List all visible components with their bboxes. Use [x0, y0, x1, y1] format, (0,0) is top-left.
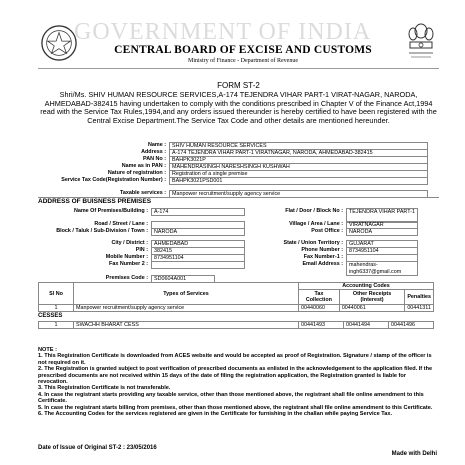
city-label: City / District : [111, 240, 148, 246]
form-title: FORM ST-2 [217, 81, 260, 90]
premises-code-label: Premises Code : [105, 275, 148, 281]
detail-label: Nature of registration : [107, 170, 166, 176]
detail-value: MAHENDRASINGH NARESHSINGH KUSHWAH [169, 163, 428, 171]
mobile-label: Mobile Number : [105, 254, 148, 260]
row-other: 00440061 [339, 305, 405, 312]
services-table [38, 282, 434, 312]
detail-value: BAHPK3021PSD001 [169, 177, 428, 185]
notes-heading: NOTE : [38, 347, 57, 353]
detail-value: BAHPK3021P [169, 156, 428, 164]
detail-label: Address : [141, 149, 166, 155]
note-item: 5. In case the registrant starts billing from premises, other than those mentioned above, the registrant shall file online amendment to this Certificate. [38, 404, 433, 411]
detail-row [38, 149, 439, 156]
header [38, 18, 439, 69]
detail-value: A-174 TEJENDRA VIHAR PART-1 VIRATNAGAR, NARODA, AHMEDABAD-382415 [169, 149, 428, 157]
note-item: 2. The Registration is granted subject to post verification of prescribed documents as enlisted in the acknowledgement to the application filed. If the prescribed documents are not received within 15 days of the date of filing the registration application, the Registration granted is liable for revocation. [38, 366, 433, 386]
village-value: VIRATNAGAR [346, 221, 418, 229]
table-row [39, 305, 434, 312]
cess-name: SWACHH BHARAT CESS [74, 322, 299, 329]
cess-tax: 00441493 [299, 322, 344, 329]
notes [38, 347, 434, 417]
post-office-value: NARODA [346, 228, 418, 236]
phone-label: Phone Number : [301, 247, 343, 253]
page-footer-text: Made with Delhi [391, 451, 437, 457]
col-other-header: Other Receipts (Interest) [339, 290, 405, 305]
note-item: 3. This Registration Certificate is not transferable. [38, 385, 171, 392]
cesses-heading: CESSES [38, 313, 63, 319]
row-penalty: 00441311 [405, 305, 434, 312]
block-value: NARODA [151, 228, 245, 236]
state-label: State / Union Territory : [283, 240, 343, 246]
premises-heading: ADDRESS OF BUISNESS PREMISES [38, 198, 152, 205]
detail-value: Registration of a single premise [169, 170, 428, 178]
flat-value: TEJENDRA VIHAR PART-1 [346, 208, 418, 223]
intro-paragraph: Shri/Ms. SHIV HUMAN RESOURCE SERVICES,A-174 TEJENDRA VIHAR PART-1 VIRAT-NAGAR, NARODA, AHMEDABAD-382415 having undertaken to comply with the conditions prescribed in Chapter V of the Finance Act,1994 read with the Service Tax Rules,1994,and any orders issued thereunder is hereby certified to have been registered with the Central Excise Department.The Service Tax Code and other details are mentioned hereunder. [40, 90, 437, 125]
detail-row [38, 156, 439, 163]
premises-name-value: A-174 [151, 208, 245, 216]
header-watermark: GOVERNMENT OF INDIA [74, 19, 372, 45]
col-sl-header: Sl No [39, 283, 74, 305]
org-name: CENTRAL BOARD OF EXCISE AND CUSTOMS [114, 44, 372, 56]
phone-value: 8734951104 [346, 247, 418, 255]
cess-sl: 1 [39, 322, 74, 329]
detail-value: Manpower recruitment/supply agency service [169, 190, 428, 198]
col-penalties-header: Penalties [405, 290, 434, 305]
fax2-value [151, 261, 245, 269]
note-item: 6. The Accounting Codes for the services registered are given in the Certificate for furnishing in the challan while paying Service Tax. [38, 411, 393, 418]
block-label: Block / Taluk / Sub-Division / Town : [56, 228, 148, 234]
premises-name-label: Name Of Premises/Building : [74, 208, 148, 214]
col-accounting-header: Accounting Codes [299, 283, 434, 290]
cess-other: 00441494 [344, 322, 389, 329]
detail-value: SHIV HUMAN RESOURCE SERVICES [169, 142, 428, 150]
detail-label: Name as in PAN : [121, 163, 166, 169]
detail-row [38, 190, 439, 197]
note-item: 1. This Registration Certificate is downloaded from ACES website and would be accepted as proof of Registration. Signature / stamp of the officer is not required on it. [38, 353, 432, 366]
table-row [39, 322, 434, 329]
mobile-value: 8734951104 [151, 254, 245, 262]
detail-row [38, 170, 439, 177]
pin-label: PIN : [135, 247, 148, 253]
detail-row [38, 142, 439, 149]
certificate-page [38, 18, 439, 458]
national-emblem-icon [405, 20, 437, 64]
row-tax: 00440060 [299, 305, 340, 312]
fax1-label: Fax Number-1 : [303, 254, 343, 260]
cesses-table [38, 321, 434, 329]
city-value: AHMEDABAD [151, 240, 245, 248]
road-label: Road / Street / Lane : [94, 221, 148, 227]
premises-code-value: SD0604A001 [151, 275, 215, 283]
col-types-header: Types of Services [74, 283, 299, 305]
row-sl: 1 [39, 305, 74, 312]
pin-value: 382415 [151, 247, 245, 255]
detail-row [38, 163, 439, 170]
col-tax-header: Tax Collection [299, 290, 340, 305]
cbec-emblem-icon [40, 24, 78, 62]
village-label: Village / Area / Lane : [289, 221, 343, 227]
post-office-label: Post Office : [311, 228, 343, 234]
cess-penalty: 00441496 [389, 322, 434, 329]
email-value: mahendras-ingh6337@gmail.com [346, 261, 418, 276]
state-value: GUJARAT [346, 240, 418, 248]
detail-label: Taxable services : [119, 190, 166, 196]
issue-date: Date of Issue of Original ST-2 : 23/05/2016 [38, 445, 157, 451]
row-type: Manpower recruitment/supply agency service [74, 305, 299, 312]
detail-label: Name : [148, 142, 166, 148]
note-item: 4. In case the registrant starts providing any taxable service, other than those mentioned above, the registrant shall file online amendment to this Certificate. [38, 391, 424, 405]
detail-row [38, 177, 439, 189]
flat-label: Flat / Door / Block No : [285, 208, 343, 214]
ministry-name: Ministry of Finance - Department of Revenue [188, 58, 298, 64]
fax2-label: Fax Number 2 : [109, 261, 148, 267]
detail-label: Service Tax Code(Registration Number) : [61, 177, 166, 183]
email-label: Email Address : [302, 261, 343, 267]
detail-label: PAN No : [143, 156, 166, 162]
